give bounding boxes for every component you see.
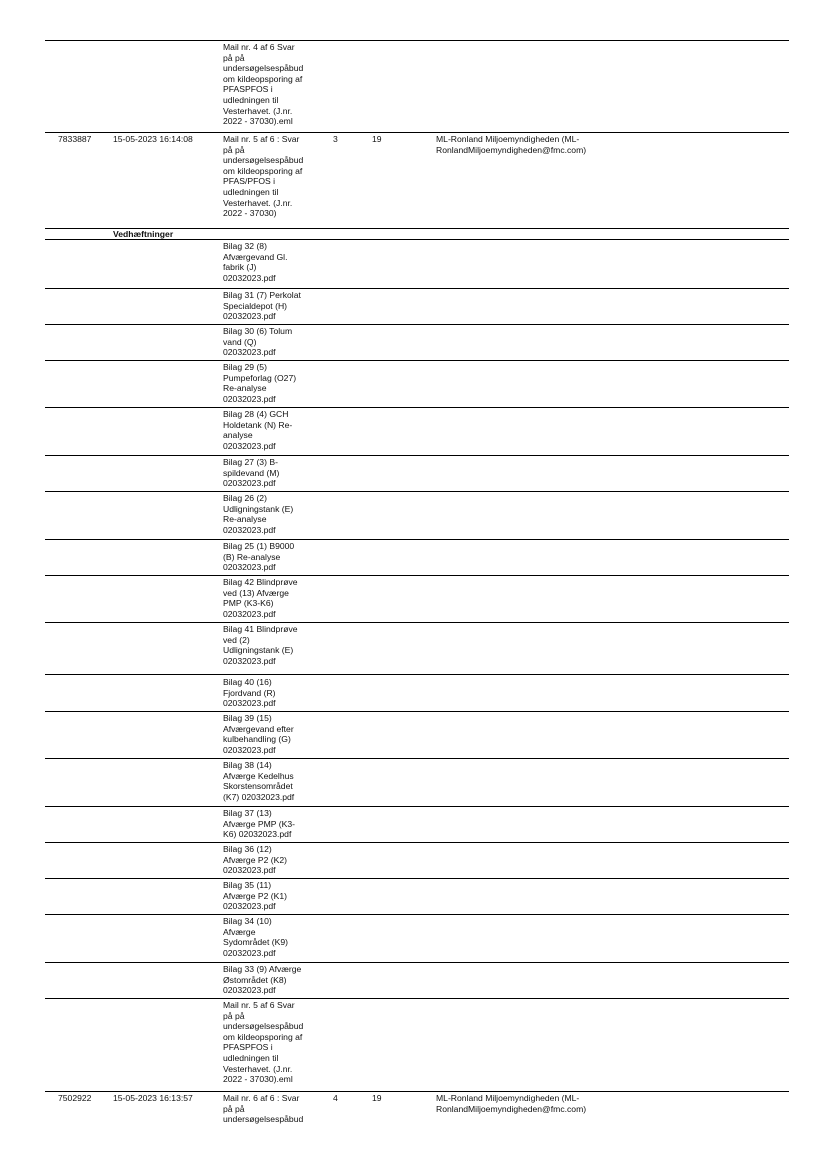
row-divider <box>45 806 789 807</box>
attachment-item: Bilag 37 (13) Afværge PMP (K3- K6) 02032023.pdf <box>223 808 295 840</box>
row-divider <box>45 407 789 408</box>
row-divider <box>45 914 789 915</box>
row-divider <box>45 491 789 492</box>
row-divider <box>45 324 789 325</box>
record-sender: ML-Ronland Miljoemyndigheden (ML- RonlandMiljoemyndigheden@fmc.com) <box>436 134 587 155</box>
record-count-b: 19 <box>372 134 382 144</box>
row-divider <box>45 539 789 540</box>
attachment-item: Bilag 35 (11) Afværge P2 (K1) 02032023.pdf <box>223 880 287 912</box>
row-divider <box>45 962 789 963</box>
attachment-item: Mail nr. 5 af 6 Svar på på undersøgelsespåbud om kildeopsporing af PFASPFOS i udledningen til Vesterhavet. (J.nr. 2022 - 37030).eml <box>223 1000 304 1085</box>
record-sender: ML-Ronland Miljoemyndigheden (ML- RonlandMiljoemyndigheden@fmc.com) <box>436 1093 587 1114</box>
row-divider <box>45 842 789 843</box>
row-divider <box>45 674 789 675</box>
row-divider <box>45 575 789 576</box>
attachment-item: Bilag 26 (2) Udligningstank (E) Re-analyse 02032023.pdf <box>223 493 294 535</box>
record-description: Mail nr. 5 af 6 : Svar på på undersøgelsespåbud om kildeopsporing af PFAS/PFOS i udledningen til Vesterhavet. (J.nr. 2022 - 37030) <box>223 134 304 219</box>
attachment-item: Bilag 42 Blindprøve ved (13) Afværge PMP (K3-K6) 02032023.pdf <box>223 577 298 619</box>
record-date: 15-05-2023 16:13:57 <box>113 1093 193 1103</box>
attachment-item: Bilag 34 (10) Afværge Sydområdet (K9) 02032023.pdf <box>223 916 288 958</box>
attachment-item: Bilag 33 (9) Afværge Østområdet (K8) 02032023.pdf <box>223 964 302 996</box>
row-divider <box>45 40 789 41</box>
record-description: Mail nr. 6 af 6 : Svar på på undersøgelsespåbud <box>223 1093 304 1125</box>
row-divider <box>45 998 789 999</box>
row-divider <box>45 622 789 623</box>
attachment-item: Bilag 40 (16) Fjordvand (R) 02032023.pdf <box>223 677 276 709</box>
row-divider <box>45 360 789 361</box>
attachment-item: Bilag 30 (6) Tolum vand (Q) 02032023.pdf <box>223 326 293 358</box>
attachment-item: Bilag 28 (4) GCH Holdetank (N) Re- analyse 02032023.pdf <box>223 409 293 451</box>
record-count-a: 3 <box>333 134 338 144</box>
attachment-item: Bilag 39 (15) Afværgevand efter kulbehandling (G) 02032023.pdf <box>223 713 294 755</box>
row-divider <box>45 878 789 879</box>
attachment-item: Bilag 25 (1) B9000 (B) Re-analyse 02032023.pdf <box>223 541 295 573</box>
row-divider <box>45 711 789 712</box>
record-id: 7833887 <box>58 134 92 144</box>
attachment-item: Bilag 31 (7) Perkolat Specialdepot (H) 02032023.pdf <box>223 290 301 322</box>
record-date: 15-05-2023 16:14:08 <box>113 134 193 144</box>
attachments-header: Vedhæftninger <box>113 229 174 239</box>
attachment-item: Bilag 29 (5) Pumpeforlag (O27) Re-analyse 02032023.pdf <box>223 362 297 404</box>
row-divider <box>45 455 789 456</box>
row-divider <box>45 239 789 240</box>
attachment-item: Bilag 32 (8) Afværgevand Gl. fabrik (J) 02032023.pdf <box>223 241 288 283</box>
row-divider <box>45 132 789 133</box>
attachment-item: Bilag 41 Blindprøve ved (2) Udligningstank (E) 02032023.pdf <box>223 624 298 666</box>
attachment-item: Bilag 38 (14) Afværge Kedelhus Skorstensområdet (K7) 02032023.pdf <box>223 760 295 802</box>
record-count-b: 19 <box>372 1093 382 1103</box>
row-divider <box>45 1091 789 1092</box>
record-count-a: 4 <box>333 1093 338 1103</box>
record-id: 7502922 <box>58 1093 92 1103</box>
attachment-item: Bilag 36 (12) Afværge P2 (K2) 02032023.pdf <box>223 844 287 876</box>
attachment-item: Bilag 27 (3) B- spildevand (M) 02032023.pdf <box>223 457 280 489</box>
row-divider <box>45 288 789 289</box>
row-divider <box>45 758 789 759</box>
continuation-description: Mail nr. 4 af 6 Svar på på undersøgelsespåbud om kildeopsporing af PFASPFOS i udledningen til Vesterhavet. (J.nr. 2022 - 37030).eml <box>223 42 304 127</box>
